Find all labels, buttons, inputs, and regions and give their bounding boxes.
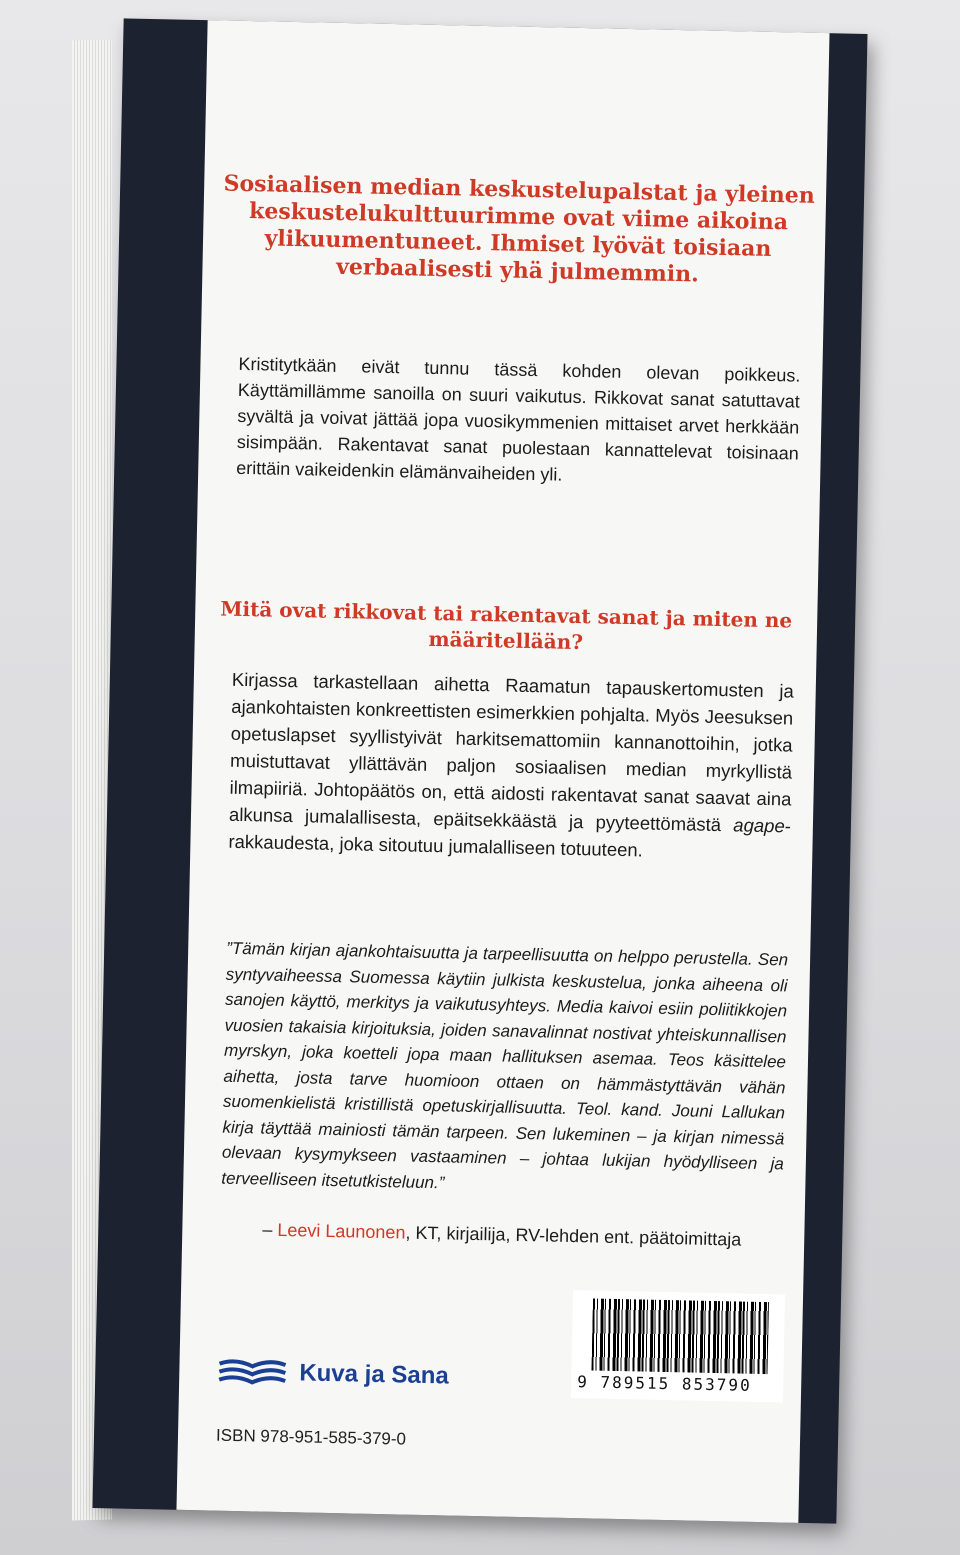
headline-1: Sosiaalisen median keskustelupalstat ja yleinen keskustelukulttuurimme ovat viime aikoina ylikuumentuneet. Ihmiset lyövät toisiaan verbaalisesti yhä julmemmin. bbox=[223, 170, 815, 288]
paragraph-2-italic-word: agape bbox=[733, 814, 785, 837]
book-back-cover bbox=[92, 18, 867, 1523]
paragraph-1: Kristitytkään eivät tunnu tässä kohden olevan poikkeus. Käyttämillämme sanoilla on suuri vaikutus. Rikkovat sanat satuttavat syvältä ja voivat jättää jopa vuosikymmenien mittaiset arvet herkkään sisimpään. Rakentavat sanat puolestaan kannattelevat toisinaan erittäin vaikeidenkin elämänvaiheiden yli. bbox=[236, 353, 801, 485]
attribution-dash: – bbox=[262, 1219, 278, 1240]
barcode bbox=[571, 1290, 785, 1402]
isbn-text: ISBN 978-951-585-379-0 bbox=[215, 1425, 407, 1449]
quote-attribution bbox=[262, 1220, 786, 1252]
attribution-credentials: , KT, kirjailija, RV-lehden ent. päätoimittaja bbox=[405, 1222, 742, 1250]
cover-panel bbox=[176, 20, 829, 1523]
review-quote: ”Tämän kirjan ajankohtaisuutta ja tarpeellisuutta on helppo perustella. Sen syntyvaiheessa Suomessa käytiin julkista keskustelua, jonka aiheena oli sanojen käyttö, merkitys ja vaikutusyhteys. Media kaivoi esiin poliitikkojen vuosien takaisia kirjoituksia, joiden sanavalinnat nostivat yhteiskunnallisen myrskyn, joka koetteli jopa maan hallituksen asemaa. Teos käsittelee aihetta, josta tarve huomioon ottaen on hämmästyttävän vähän suomenkielistä kristillistä opetuskirjallisuutta. Teol. kand. Jouni Lallukan kirja täyttää mainiosti tämän tarpeen. Sen lukeminen – ja kirjan nimessä olevaan kysymykseen vastaaminen – johtaa lukijan hyödylliseen ja terveelliseen itsetutkisteluun.” bbox=[221, 938, 789, 1192]
paragraph-2-end: -rakkaudesta, joka sitoutuu jumalalliseen totuuteen. bbox=[228, 815, 792, 861]
barcode-number: 9 789515 853790 bbox=[577, 1372, 752, 1395]
paragraph-2 bbox=[228, 666, 794, 867]
attribution-name: Leevi Launonen bbox=[277, 1219, 406, 1243]
paragraph-2-start: Kirjassa tarkastellaan aihetta Raamatun tapauskertomusten ja ajankohtaisten konkreettisten esimerkkien pohjalta. Myös Jeesuksen opetuslapset syyllistyivät harkitsemattomiin kannanottoihin, jotka muistuttavat yllättävän paljon sosiaalisen median myrkyllistä ilmapiiriä. Johtopäätös on, että aidosti rakentavat sanat saavat aina alkunsa jumalallisesta, epäitsekkäästä ja pyyteettömästä bbox=[228, 668, 794, 836]
publisher-logo bbox=[217, 1354, 449, 1395]
open-book-icon bbox=[217, 1354, 288, 1391]
publisher-name: Kuva ja Sana bbox=[299, 1359, 450, 1390]
barcode-bars bbox=[591, 1298, 768, 1374]
headline-2: Mitä ovat rikkovat tai rakentavat sanat ja miten ne määritellään? bbox=[220, 596, 793, 655]
